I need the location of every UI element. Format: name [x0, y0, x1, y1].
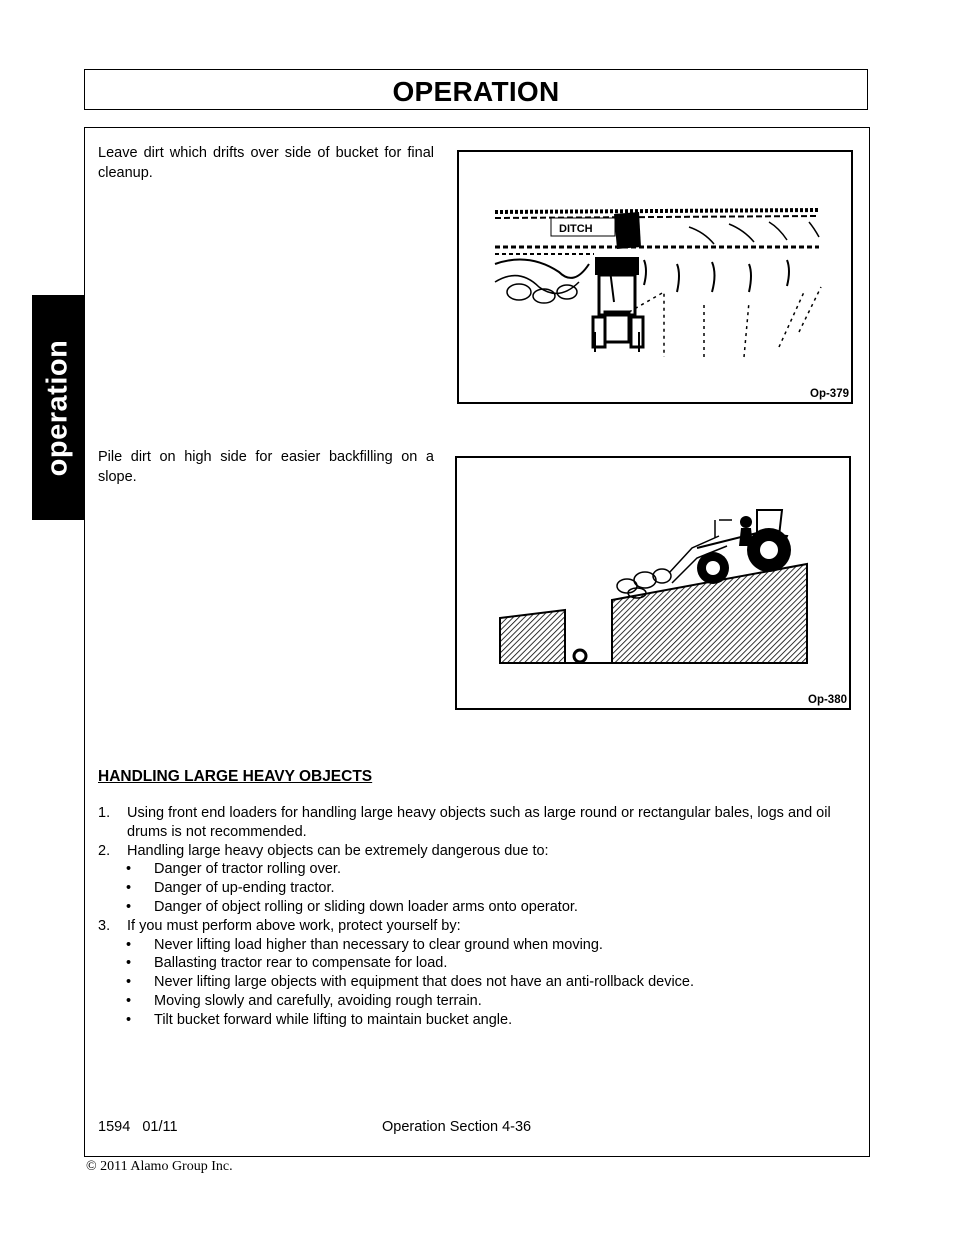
bullet-text: Moving slowly and carefully, avoiding rough terrain. — [154, 992, 482, 1009]
bullet-text: Ballasting tractor rear to compensate for load. — [154, 955, 448, 972]
item-text: If you must perform above work, protect yourself by: — [127, 917, 461, 934]
bullet-item — [98, 936, 862, 955]
paragraph-pile-dirt: Pile dirt on high side for easier backfilling on a slope. — [98, 449, 434, 485]
item-number: 1. — [98, 805, 111, 821]
bullet-item — [98, 992, 862, 1011]
header-box — [84, 69, 868, 110]
slope-illustration — [457, 458, 849, 708]
bullet-text: Tilt bucket forward while lifting to maintain bucket angle. — [154, 1011, 513, 1028]
ditch-illustration — [459, 152, 851, 402]
item-number: 2. — [98, 842, 111, 859]
item-text: Using front end loaders for handling large heavy objects such as large round or rectangular bales, logs and oil drums is not recommended. — [127, 805, 831, 840]
paragraph-leave-dirt: Leave dirt which drifts over side of bucket for final cleanup. — [98, 145, 434, 181]
numbered-item — [98, 842, 862, 861]
bullet-text: Never lifting large objects with equipment that does not have an anti-rollback device. — [154, 974, 695, 991]
bullet-mark: • — [126, 955, 132, 972]
bullet-item — [98, 1011, 862, 1030]
bullet-mark: • — [126, 992, 132, 1009]
bullet-item — [98, 879, 862, 898]
bullet-text: Danger of up-ending tractor. — [154, 880, 335, 897]
bullet-mark: • — [126, 861, 132, 878]
figure-code-op379: Op-379 — [810, 388, 849, 400]
instructions-list — [98, 804, 862, 1030]
bullet-text: Danger of tractor rolling over. — [154, 861, 341, 878]
bullet-text: Danger of object rolling or sliding down loader arms onto operator. — [154, 898, 578, 915]
numbered-item — [98, 804, 862, 842]
bullet-mark: • — [126, 880, 132, 897]
page-title: OPERATION — [392, 76, 560, 107]
bullet-mark: • — [126, 1011, 132, 1028]
copyright: © 2011 Alamo Group Inc. — [86, 1159, 233, 1174]
footer-doc-number: 1594 01/11 — [98, 1119, 178, 1135]
bullet-item — [98, 860, 862, 879]
bullet-item — [98, 973, 862, 992]
footer-section: Operation Section 4-36 — [382, 1119, 532, 1135]
figure-slope-side-view — [455, 456, 851, 710]
bullet-mark: • — [126, 974, 132, 991]
bullet-item — [98, 898, 862, 917]
bullet-text: Never lifting load higher than necessary to clear ground when moving. — [154, 936, 603, 953]
ditch-label: DITCH — [559, 223, 593, 235]
figure-ditch-top-view — [457, 150, 853, 404]
item-number: 3. — [98, 917, 111, 934]
section-heading: HANDLING LARGE HEAVY OBJECTS — [98, 768, 373, 785]
item-text: Handling large heavy objects can be extremely dangerous due to: — [127, 842, 549, 859]
figure-code-op380: Op-380 — [808, 694, 847, 706]
bullet-mark: • — [126, 898, 132, 915]
side-tab-label: operation — [41, 339, 74, 476]
bullet-mark: • — [126, 936, 132, 953]
bullet-item — [98, 954, 862, 973]
numbered-item — [98, 917, 862, 936]
side-tab — [32, 295, 84, 520]
